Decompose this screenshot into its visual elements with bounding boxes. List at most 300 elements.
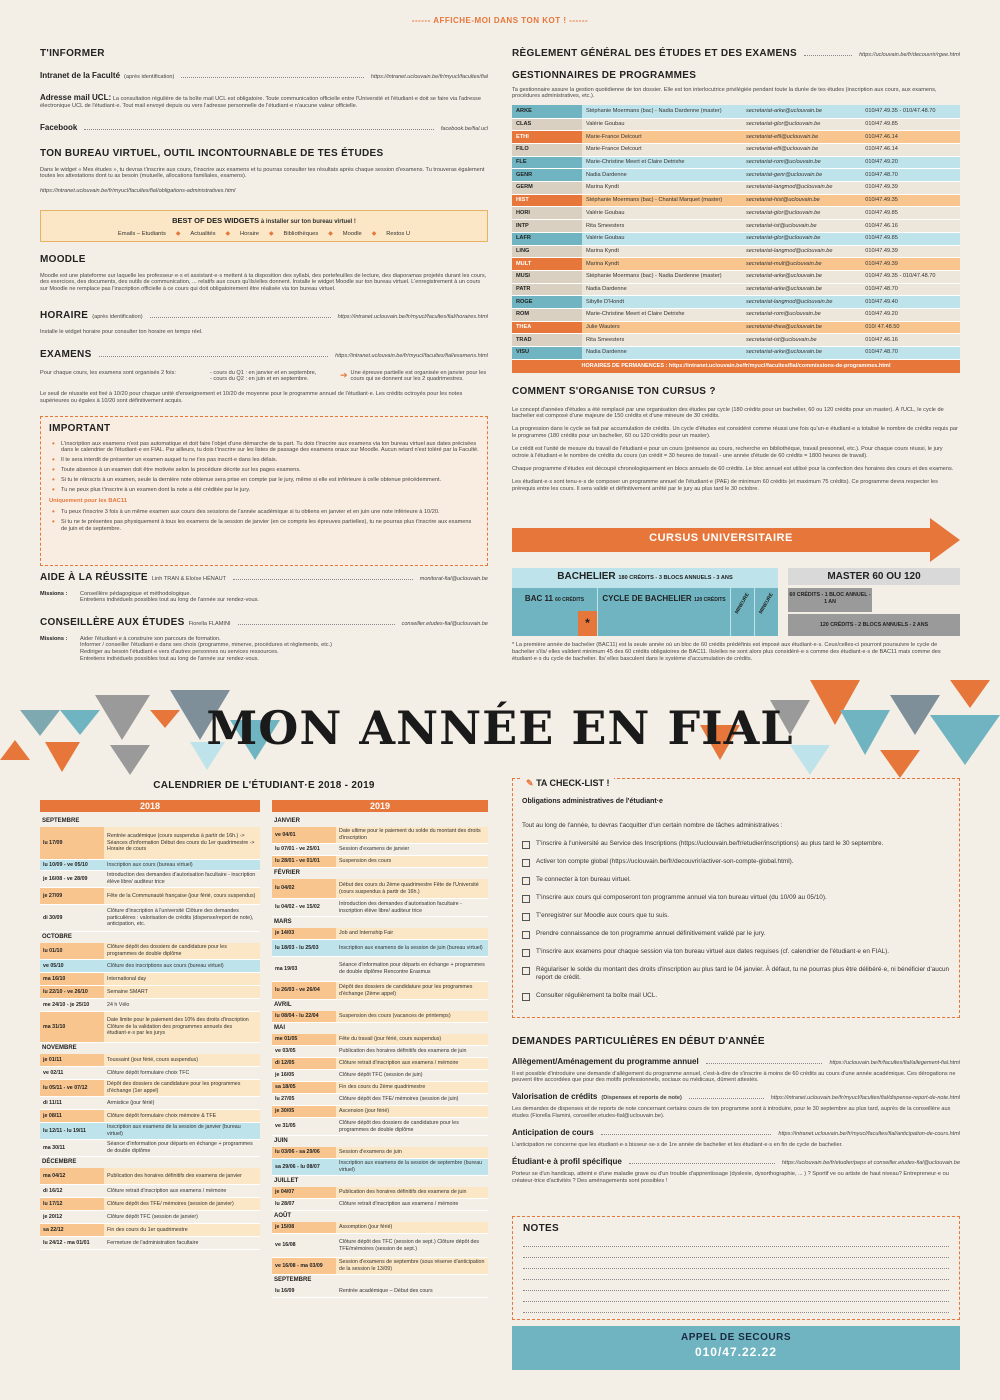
bureau-section bbox=[40, 148, 488, 195]
gestionnaires-text: Ta gestionnaire assure la gestion quotidienne de ton dossier. Elle est ton interlocutrice privilégiée pendant toute la durée de tes études (inscription aux cours, aux examens, procédures administratives, etc.). bbox=[512, 86, 937, 100]
manager-name: Marina Kyndt bbox=[582, 182, 742, 195]
calendar-date: me 24/10 - je 25/10 bbox=[40, 999, 104, 1011]
calendar-event: Publication des horaires définitifs des examens de juin bbox=[336, 1046, 488, 1057]
demande-item bbox=[512, 1157, 960, 1185]
calendar-date: lu 01/10 bbox=[40, 943, 104, 959]
calendar-row bbox=[272, 1222, 488, 1234]
calendar-month: AOÛT bbox=[274, 1213, 291, 1219]
manager-email[interactable]: secretariat-ist@uclouvain.be bbox=[742, 220, 861, 233]
calendar-date: ve 02/11 bbox=[40, 1067, 104, 1079]
calendar-event: Fin des cours du 2ème quadrimestre bbox=[336, 1082, 488, 1093]
manager-phone: 010/47.49.20 bbox=[861, 308, 960, 321]
manager-name: Nadia Dardenne bbox=[582, 169, 742, 182]
widget-item: Horaire bbox=[240, 230, 260, 237]
calendar-event: Job and Internship Fair bbox=[336, 928, 488, 939]
calendar-row bbox=[40, 1185, 260, 1198]
manager-email[interactable]: secretariat-glor@uclouvain.be bbox=[742, 207, 861, 220]
calendar-row bbox=[40, 1211, 260, 1224]
calendar-event: Fin des cours du 1er quadrimestre bbox=[104, 1224, 260, 1236]
manager-email[interactable]: secretariat-langmod@uclouvain.be bbox=[742, 296, 861, 309]
bac11-item: • Si tu ne te présentes pas physiquement à tous les examens de la session de janvier (en ce compris les épreuves partielles), tu ne pourras plus t'inscrire aux examens de juin et de septembre. bbox=[49, 519, 479, 533]
manager-phone: 010/47.49.85 bbox=[861, 232, 960, 245]
demande-link[interactable]: https://intranet.uclouvain.be/fr/myucl/facultes/fial/anticipation-de-cours.html bbox=[778, 1131, 960, 1138]
checklist-item[interactable]: T'enregistrer sur Moodle aux cours que tu suis. bbox=[522, 912, 952, 920]
checklist-item[interactable]: Prendre connaissance de ton programme annuel définitivement validé par le jury. bbox=[522, 930, 952, 938]
manager-email[interactable]: secretariat-arke@uclouvain.be bbox=[742, 105, 861, 118]
year-2018: 2018 bbox=[40, 800, 260, 812]
secours-title: APPEL DE SECOURS bbox=[680, 1332, 792, 1343]
checklist-item[interactable]: Activer ton compte global (https://uclouvain.be/fr/decouvrir/activer-son-compte-global.html). bbox=[522, 858, 952, 866]
calendar-row bbox=[272, 957, 488, 982]
calendar-date: je 04/07 bbox=[272, 1187, 336, 1198]
calendar-date: je 27/09 bbox=[40, 888, 104, 904]
manager-name: Marie-France Delcourt bbox=[582, 144, 742, 157]
calendar-date: lu 27/05 bbox=[272, 1094, 336, 1105]
calendar-month: JUIN bbox=[274, 1138, 288, 1144]
calendar-month: MARS bbox=[274, 919, 292, 925]
program-code: GERM bbox=[512, 182, 582, 195]
banner-title: MON ANNÉE EN FIAL bbox=[206, 701, 794, 755]
manager-phone: 010/47.49.85 bbox=[861, 118, 960, 131]
manager-email[interactable]: secretariat-efil@uclouvain.be bbox=[742, 144, 861, 157]
calendar-event: Fermeture de l'administration facultaire bbox=[104, 1237, 260, 1249]
calendar-date: lu 17/12 bbox=[40, 1198, 104, 1210]
manager-name: Valérie Goubau bbox=[582, 207, 742, 220]
calendar-row bbox=[272, 1046, 488, 1058]
demande-label: Étudiant·e à profil spécifique bbox=[512, 1157, 622, 1167]
widget-item: Emails – Etudiants bbox=[117, 230, 166, 237]
notes-box bbox=[512, 1216, 960, 1320]
calendar-month: MAI bbox=[274, 1025, 285, 1031]
calendar-date: ve 31/05 bbox=[272, 1118, 336, 1135]
calendar-event: Semaine SMART bbox=[104, 986, 260, 998]
master-120: 120 CRÉDITS - 2 BLOCS ANNUELS - 2 ANS bbox=[788, 614, 960, 636]
manager-phone: 010/47.49.39 bbox=[861, 245, 960, 258]
cursus-section: COMMENT S'ORGANISE TON CURSUS ? Le concept d'années d'études a été remplacé par une organisation des études par cycle (180 crédits pour un bachelier, 60 ou 120 crédits pour un master). À l'UCL, le cycle de bachelier est composé d'une majeure de 150 crédits et d'une mineure de 30 crédits. La progression dans le cycle se fait par accumulation de crédits. Un cycle d'études est considéré comme réussi une fois qu'un·e étudiant·e a totalisé le nombre de crédits requis par le programme (180 crédits pour un bachelier, 60 ou 120 crédits pour un master). Le crédit est l'unité de mesure du travail de l'étudiant·e pour un cours (présence au cours, recherche en bibliothèque, travail presonnel, etc.). Pour chaque cours réussi, le jury octroie à l'étudiant·e le nombre de crédits du cours (un crédit = 30 heures de travail - une année d'étude de 60 crédits = 1800 heures de travail). Chaque programme d'études est découpé chronologiquement en blocs annuels de 60 crédits. Le bloc annuel est utilisé pour la confection des horaires des cours et des examens. Les étudiant·e·s sont tenu·e·s de composer un programme annuel de l'étudiant·e (PAE) de minimum 60 crédits (et maximum 75 crédits). Ce programme devra respecter les prérequis entre les cours. Il sera validé et définitivement arrêté par le jury au plus tard le 30 octobre. bbox=[512, 386, 960, 493]
gestionnaire-row bbox=[512, 308, 960, 321]
demandes-title: DEMANDES PARTICULIÈRES EN DÉBUT D'ANNÉE bbox=[512, 1036, 765, 1047]
calendar-event: Clôture dépôt formulaire choix mémoire & TFE bbox=[104, 1110, 260, 1122]
calendar-event: Clôture dépôt des TFE/ mémoires (session de janvier) bbox=[104, 1198, 260, 1210]
moodle-text: Moodle est une plateforme sur laquelle les professeur·e·s et assistant·e·s mettent à ta disposition des syllabi, des portefeuilles de lecture, des diaporamas projetés durant les cours, des exercices, des documents, des outils de communication, ... relatifs aux cours qu'ils/elles donnent. Installe le widget Moodle sur ton bureau virtuel. L'enregistrement à un cours sur Moodle ne remplace pas l'inscription officielle à ce cours qui doit obligatoirement être réalisée via ton bureau virtuel. bbox=[40, 272, 487, 293]
program-code: CLAS bbox=[512, 118, 582, 131]
calendar-event: Inscription aux examens de la session de juin (bureau virtuel) bbox=[336, 940, 488, 956]
widget-item: Actualités bbox=[190, 230, 216, 237]
calendar-row bbox=[40, 1140, 260, 1157]
gestionnaires-title: GESTIONNAIRES DE PROGRAMMES bbox=[512, 70, 697, 81]
calendar-event: Publication des horaires définitifs des examens de janvier bbox=[104, 1168, 260, 1184]
calendar-date: je 01/11 bbox=[40, 1054, 104, 1066]
calendar-date: me 01/05 bbox=[272, 1034, 336, 1045]
program-code: LING bbox=[512, 245, 582, 258]
secours-box bbox=[512, 1326, 960, 1370]
calendar-row bbox=[40, 827, 260, 860]
calendar-month: NOVEMBRE bbox=[42, 1045, 77, 1051]
checklist-item[interactable]: Te connecter à ton bureau virtuel. bbox=[522, 876, 952, 884]
gestionnaire-row bbox=[512, 131, 960, 144]
manager-name: Nadia Dardenne bbox=[582, 283, 742, 296]
calendar-event: Clôture retrait d'inscription aux examens / mémoire bbox=[336, 1058, 488, 1069]
calendar-event: Fête du travail (jour férié, cours suspendus) bbox=[336, 1034, 488, 1045]
manager-email[interactable]: secretariat-arke@uclouvain.be bbox=[742, 270, 861, 283]
calendar-row bbox=[40, 1067, 260, 1080]
reglement-link[interactable]: https://uclouvain.be/fr/decouvrir/rgee.html bbox=[859, 52, 960, 58]
calendar-row bbox=[272, 1258, 488, 1275]
secours-phone[interactable]: 010/47.22.22 bbox=[694, 1344, 778, 1359]
manager-email[interactable]: secretariat-mult@uclouvain.be bbox=[742, 258, 861, 271]
gestionnaire-row bbox=[512, 169, 960, 182]
manager-email[interactable]: secretariat-rom@uclouvain.be bbox=[742, 308, 861, 321]
aide-title: AIDE À LA RÉUSSITE bbox=[40, 572, 148, 583]
manager-name: Nadia Dardenne bbox=[582, 347, 742, 360]
gestionnaire-row bbox=[512, 258, 960, 271]
bureau-title: TON BUREAU VIRTUEL, OUTIL INCONTOURNABLE DE TES ÉTUDES bbox=[40, 148, 384, 159]
calendar-date: je 20/12 bbox=[40, 1211, 104, 1223]
cursus-title: COMMENT S'ORGANISE TON CURSUS ? bbox=[512, 386, 716, 397]
manager-email[interactable]: secretariat-ist@uclouvain.be bbox=[742, 334, 861, 347]
manager-name: Marie-Christine Meert et Claire Detrixhe bbox=[582, 308, 742, 321]
calendar-row bbox=[272, 1034, 488, 1046]
calendar-event: Clôture d'inscription à l'université Clôture des demandes particulières : valorisation de crédits (dispense/report de note), anticipation, etc. bbox=[104, 905, 260, 931]
important-item: • Toute absence à un examen doit être motivée selon la procédure décrite sur les pages examens. bbox=[49, 467, 479, 474]
bureau-link[interactable]: https://intranet.uclouvain.be/fr/myucl/facultes/fial/obligations-administratives.html bbox=[40, 188, 236, 195]
intranet-link[interactable]: https://intranet.uclouvain.be/fr/myucl/facultes/fial bbox=[370, 73, 488, 80]
manager-email[interactable]: secretariat-hist@uclouvain.be bbox=[742, 194, 861, 207]
widgets-list: Emails – Etudiants ◆ Actualités ◆ Horaire ◆ Bibliothèques ◆ Moodle ◆ Restos U bbox=[117, 230, 411, 237]
calendar-event: Dépôt des dossiers de candidature pour les programmes d'échange (2ème appel) bbox=[336, 982, 488, 999]
manager-phone: 010/ 47.48.50 bbox=[861, 321, 960, 334]
gestionnaire-row bbox=[512, 245, 960, 258]
calendar-row bbox=[272, 827, 488, 844]
manager-phone: 010/47.49.20 bbox=[861, 156, 960, 169]
examens-link[interactable]: https://intranet.uclouvain.be/fr/myucl/facultes/fial/examens.html bbox=[335, 353, 488, 359]
demande-link[interactable]: https://uclouvain.be/fr/facultes/fial/allegement-fial.html bbox=[829, 1059, 960, 1066]
calendar-row bbox=[272, 1094, 488, 1106]
program-code: INTP bbox=[512, 220, 582, 233]
manager-email[interactable]: secretariat-genr@uclouvain.be bbox=[742, 169, 861, 182]
examens-seuil: Le seuil de réussite est fixé à 10/20 pour chaque unité d'enseignement et 10/20 de moyenne pour le programme annuel de l'étudiant·e. Les crédits octroyés pour les notes supérieures ou égales à 10/20 sont définitivement acquis. bbox=[40, 391, 463, 405]
manager-email[interactable]: secretariat-glor@uclouvain.be bbox=[742, 118, 861, 131]
program-code: HORI bbox=[512, 207, 582, 220]
calendar-row bbox=[272, 982, 488, 1000]
gestionnaire-row bbox=[512, 296, 960, 309]
manager-phone: 010/47.49.39 bbox=[861, 182, 960, 195]
widget-item: Restos U bbox=[386, 230, 411, 237]
calendar-row bbox=[272, 1286, 488, 1298]
horaire-text: Installe le widget horaire pour consulter ton horaire en temps réel. bbox=[40, 328, 203, 335]
bac11-title: Uniquement pour les BAC11 bbox=[49, 498, 127, 505]
demandes-section bbox=[512, 1036, 960, 1193]
facebook-link[interactable]: facebook.be/fial.ucl bbox=[440, 125, 488, 132]
mail-text: La consultation régulière de ta boîte mail UCL est obligatoire. Toute communication officielle entre l'Université et l'étudiant·e doit se faire via l'adresse électronique UCL de l'étudiant·e. Tout mail envoyé depuis ou vers l'adresse personnelle de l'étudiant·e n'aucune valeur officielle. bbox=[40, 95, 481, 109]
calendar-date: ma 31/10 bbox=[40, 1012, 104, 1042]
calendar-date: lu 16/09 bbox=[272, 1286, 336, 1297]
calendar-event: Séance d'information pour départs en échange + programmes de double diplôme Rencontre Erasmus bbox=[336, 957, 488, 981]
program-code: PATR bbox=[512, 283, 582, 296]
conseil-section: CONSEILLÈRE AUX ÉTUDES Fiorella FLAMINI conseiller.etudes-fial@uclouvain.be Missions : Aider l'étudiant·e à construire son parcours de formation. Informer / conseiller l'étudiant·e dans ses choix (programme, minerve, procédures et règlements, etc.) Rediriger au besoin l'étudiant·e vers d'autres personnes ou services ressources. Entretiens individuels possibles tout au long de l'année sur rendez-vous. bbox=[40, 617, 488, 663]
manager-name: Stéphanie Moermans (bac) - Nadia Dardenne (master) bbox=[582, 270, 742, 283]
manager-email[interactable]: secretariat-glor@uclouvain.be bbox=[742, 232, 861, 245]
calendar-event: Début des cours du 2ème quadrimestre Fête de l'Université (cours suspendus à partir de 16h.) bbox=[336, 879, 488, 898]
calendar-date: lu 08/04 - lu 22/04 bbox=[272, 1011, 336, 1022]
manager-name: Valérie Goubau bbox=[582, 118, 742, 131]
calendar-date: lu 10/09 - ve 05/10 bbox=[40, 860, 104, 870]
gestionnaire-row bbox=[512, 270, 960, 283]
manager-name: Julie Wauters bbox=[582, 321, 742, 334]
calendar-event: Clôture des inscriptions aux cours (bureau virtuel) bbox=[104, 960, 260, 972]
manager-name: Valérie Goubau bbox=[582, 232, 742, 245]
widget-item: Moodle bbox=[342, 230, 362, 237]
calendar-row bbox=[40, 1012, 260, 1043]
calendar-event: Suspension des cours bbox=[336, 856, 488, 867]
calendar-date: sa 29/06 - lu 08/07 bbox=[272, 1159, 336, 1175]
calendar-date: je 08/11 bbox=[40, 1110, 104, 1122]
horaire-title: HORAIRE bbox=[40, 310, 89, 321]
calendar-event: Session d'examens de septembre (sous réserve d'anticipation de la session le 13/09) bbox=[336, 1258, 488, 1274]
manager-email[interactable]: secretariat-langmod@uclouvain.be bbox=[742, 182, 861, 195]
manager-phone: 010/47.48.70 bbox=[861, 283, 960, 296]
aide-email[interactable]: monitorat-fial@uclouvain.be bbox=[419, 576, 488, 582]
calendar-date: ma 04/12 bbox=[40, 1168, 104, 1184]
calendar-date: ma 30/11 bbox=[40, 1140, 104, 1156]
manager-phone: 010/47.48.70 bbox=[861, 347, 960, 360]
calendar-date: ve 05/10 bbox=[40, 960, 104, 972]
widgets-box: BEST OF DES WIDGETS à installer sur ton bureau virtuel ! Emails – Etudiants ◆ Actualités ◆ Horaire ◆ Bibliothèques ◆ Moodle ◆ Restos U bbox=[40, 210, 488, 242]
program-code: THEA bbox=[512, 321, 582, 334]
demande-label: Allègement/Aménagement du programme annuel bbox=[512, 1056, 699, 1066]
gestionnaire-row bbox=[512, 144, 960, 157]
manager-email[interactable]: secretariat-arke@uclouvain.be bbox=[742, 283, 861, 296]
calendar-row bbox=[272, 1011, 488, 1023]
calendar-date: ma 16/10 bbox=[40, 973, 104, 985]
calendar-row bbox=[40, 1110, 260, 1123]
widget-item: Bibliothèques bbox=[283, 230, 319, 237]
calendar-row bbox=[40, 1224, 260, 1237]
calendar-event: Introduction des demandes d'autorisation facultaire - inscription élève libre/ auditeur trice bbox=[336, 899, 488, 916]
calendar-row bbox=[272, 1082, 488, 1094]
calendar-date: lu 24/12 - ma 01/01 bbox=[40, 1237, 104, 1249]
calendar-row bbox=[40, 973, 260, 986]
calendar-event: Assomption (jour férié) bbox=[336, 1222, 488, 1233]
demande-text: Il est possible d'introduire une demande d'allègement du programme annuel, c'est-à-dire de s'inscrire à moins de 60 crédits au cours d'une année académique. Ces dérogations ne peuvent être accordées que pour des motifs professionnels, sociaux ou médicaux, dûment attestés. bbox=[512, 1070, 956, 1084]
demande-text: Porteur se d'un handicap, atteint e d'une maladie grave ou d'un trouble d'apprentissage (dyslexie, dysorthographie, ... ) ? Sportif ve ou artiste de haut niveau? Entrepreneur·e ou créateur·trice d'activités ? Des aménagements sont possibles ! bbox=[512, 1171, 949, 1185]
gestionnaire-row bbox=[512, 283, 960, 296]
reglement-section bbox=[512, 48, 960, 61]
program-code: FILO bbox=[512, 144, 582, 157]
calendar-event: Clôture retrait d'inscription aux examens / mémoire bbox=[336, 1199, 488, 1210]
calendar-event: Séance d'information pour départs en échange + programmes de double diplôme bbox=[104, 1140, 260, 1156]
calendar-row bbox=[272, 1106, 488, 1118]
calendar-date: lu 03/06 - sa 29/06 bbox=[272, 1147, 336, 1158]
manager-email[interactable]: secretariat-arke@uclouvain.be bbox=[742, 347, 861, 360]
important-box bbox=[40, 416, 488, 566]
calendar-row bbox=[272, 1070, 488, 1082]
examens-section: EXAMENS https://intranet.uclouvain.be/fr/myucl/facultes/fial/examens.html Pour chaque cours, les examens sont organisés 2 fois: - cours du Q1 : en janvier et en septembre, - cours du Q2 : en juin et en septembre. ➔ Une épreuve partielle est organisée en janvier pour les cours qui se donnent sur les 2 quadrimestres. Le seuil de réussite est fixé à 10/20 pour chaque unité d'enseignement et 10/20 de moyenne pour le programme annuel de l'étudiant·e. Les crédits octroyés pour les notes supérieures ou égales à 10/20 sont définitivement acquis. bbox=[40, 349, 488, 405]
calendar-title: CALENDRIER DE L'ÉTUDIANT·E 2018 - 2019 bbox=[153, 780, 375, 791]
manager-phone: 010/47.49.39 bbox=[861, 258, 960, 271]
gestionnaire-row bbox=[512, 321, 960, 334]
calendar-date: ve 16/08 - ma 03/09 bbox=[272, 1258, 336, 1274]
calendar-row bbox=[40, 999, 260, 1012]
calendar-row bbox=[272, 1199, 488, 1211]
important-item: • L'inscription aux examens n'est pas automatique et doit faire l'objet d'une démarche de ta part. Tu dois t'inscrire aux examens via ton bureau virtuel aux dates précisées dans le calendrier de l'étudiant·e en FIAL. Par ailleurs, tu dois t'inscrire sur les listes de passage des examens oraux sur Moodle. Aucun retard n'est toléré par la Faculté. bbox=[49, 441, 479, 455]
calendar-row bbox=[40, 1080, 260, 1097]
calendar-row bbox=[40, 871, 260, 888]
manager-phone: 010/47.46.14 bbox=[861, 144, 960, 157]
calendar-event: International day bbox=[104, 973, 260, 985]
program-code: HIST bbox=[512, 194, 582, 207]
calendar-date: lu 05/11 - ve 07/12 bbox=[40, 1080, 104, 1096]
checklist-item[interactable]: Consulter régulièrement ta boîte mail UCL. bbox=[522, 992, 952, 1000]
calendar-month: DÉCEMBRE bbox=[42, 1159, 77, 1165]
checklist-sub: Obligations administratives de l'étudiant·e bbox=[522, 798, 663, 805]
manager-phone: 010/47.46.16 bbox=[861, 220, 960, 233]
important-item: • Il te sera interdit de présenter un examen auquel tu ne t'es pas inscrit·e dans les délais. bbox=[49, 457, 479, 464]
gestionnaire-row bbox=[512, 194, 960, 207]
widgets-title: BEST OF DES WIDGETS bbox=[172, 216, 260, 225]
program-code: TRAD bbox=[512, 334, 582, 347]
calendar-date: je 16/05 bbox=[272, 1070, 336, 1081]
calendar-row bbox=[40, 1123, 260, 1140]
calendar-row bbox=[272, 1058, 488, 1070]
calendar-row bbox=[40, 943, 260, 960]
informer-title: T'INFORMER bbox=[40, 48, 105, 59]
program-code: ROGE bbox=[512, 296, 582, 309]
calendar-month: AVRIL bbox=[274, 1002, 292, 1008]
checklist-intro: Tout au long de l'année, tu devras t'acquitter d'un certain nombre de tâches administratives : bbox=[522, 822, 783, 829]
program-code: ROM bbox=[512, 308, 582, 321]
gestionnaire-row bbox=[512, 118, 960, 131]
horaire-link[interactable]: https://intranet.uclouvain.be/fr/myucl/facultes/fial/horaires.html bbox=[337, 314, 488, 320]
calendar-row bbox=[40, 960, 260, 973]
checklist-item[interactable]: T'inscrire aux examens pour chaque session via ton bureau virtuel aux dates requises (cf. calendrier de l'étudiant·e en FIAL). bbox=[522, 948, 952, 956]
gestionnaire-row bbox=[512, 182, 960, 195]
bureau-text: Dans le widget « Mes études », tu devras t'inscrire aux cours, t'inscrire aux examens et tu pourras consulter tes résultats après chaque session d'examens. Tu trouveras également toutes les attestations dont tu as besoin (mutuelle, allocations familiales, examens). bbox=[40, 166, 485, 180]
calendar-event: Clôture dépôt des dossiers de candidature pour les programmes de double diplôme bbox=[104, 943, 260, 959]
demande-text: Les demandes de dispenses et de reports de note concernant certains cours de ton programme sont à introduire, pour le 30 septembre au plus tard, auprès de la conseillère aux études (Fiorella Flamini, conseiller.etudes-fial@uclouvain.be). bbox=[512, 1106, 951, 1120]
manager-name: Marina Kyndt bbox=[582, 258, 742, 271]
mineure-star: * bbox=[578, 611, 597, 636]
program-code: ETHI bbox=[512, 131, 582, 144]
manager-phone: 010/47.49.40 bbox=[861, 296, 960, 309]
important-title: IMPORTANT bbox=[49, 423, 111, 434]
calendar-row bbox=[40, 986, 260, 999]
calendar-row bbox=[272, 1187, 488, 1199]
manager-phone: 010/47.46.16 bbox=[861, 334, 960, 347]
horaire-section: HORAIRE (après identification) https://intranet.uclouvain.be/fr/myucl/facultes/fial/horaires.html Installe le widget horaire pour consulter ton horaire en temps réel. bbox=[40, 310, 488, 335]
manager-phone: 010/47.49.35 bbox=[861, 194, 960, 207]
calendar-event: Clôture dépôt TFC (session de juin) bbox=[336, 1070, 488, 1081]
calendar-2018 bbox=[40, 816, 260, 1250]
mineure-label: MINEURE bbox=[758, 592, 775, 615]
aide-section: AIDE À LA RÉUSSITE Linh TRAN & Eloïse HÉNAUT monitorat-fial@uclouvain.be Missions : Conseillère pédagogique et méthodologique. Entretiens individuels possibles tout au long de l'année sur rendez-vous. bbox=[40, 572, 488, 604]
demande-item bbox=[512, 1057, 960, 1085]
calendar-row bbox=[272, 899, 488, 917]
facebook-label: Facebook bbox=[40, 122, 78, 132]
calendar-row bbox=[40, 1237, 260, 1250]
important-item: • Tu ne peux plus t'inscrire à un examen dont la note a été créditée par le jury. bbox=[49, 487, 479, 494]
permanences-link[interactable]: HORAIRES DE PERMANENCES : https://intranet.uclouvain.be/fr/myucl/facultes/fial/commissions-de-programmes.html bbox=[512, 360, 960, 373]
calendar-date: di 11/11 bbox=[40, 1097, 104, 1109]
demande-link[interactable]: https://intranet.uclouvain.be/fr/myucl/facultes/fial/dispense-report-de-note.html bbox=[770, 1095, 960, 1102]
mineure-label: MINEURE bbox=[734, 592, 751, 615]
calendar-date: sa 18/05 bbox=[272, 1082, 336, 1093]
calendar-event: Dépôt des dossiers de candidature pour les programmes d'échange (1er appel) bbox=[104, 1080, 260, 1096]
gestionnaire-row bbox=[512, 156, 960, 169]
calendar-date: je 16/08 - ve 28/09 bbox=[40, 871, 104, 887]
manager-phone: 010/47.49.35 - 010/47.48.70 bbox=[861, 105, 960, 118]
manager-phone: 010/47.49.85 bbox=[861, 207, 960, 220]
calendar-row bbox=[40, 860, 260, 871]
master-title: MASTER 60 OU 120 bbox=[788, 568, 960, 585]
calendar-event: Clôture dépôt TFC (session de janvier) bbox=[104, 1211, 260, 1223]
gestionnaire-row bbox=[512, 347, 960, 360]
manager-phone: 010/47.49.35 - 010/47.48.70 bbox=[861, 270, 960, 283]
gestionnaire-row bbox=[512, 334, 960, 347]
demande-item bbox=[512, 1128, 960, 1149]
intranet-label: Intranet de la Faculté bbox=[40, 70, 121, 80]
program-code: VISU bbox=[512, 347, 582, 360]
calendar-event: Clôture dépôt des TFE/ mémoires (session de juin) bbox=[336, 1094, 488, 1105]
calendar-month: FÉVRIER bbox=[274, 870, 301, 876]
demande-link[interactable]: https://uclouvain.be/fr/etudier/peps et conseiller.etudes-fial@uclouvain.be bbox=[781, 1160, 960, 1167]
manager-name: Stéphanie Moermans (bac) - Chantal Marquet (master) bbox=[582, 194, 742, 207]
manager-email[interactable]: secretariat-langmod@uclouvain.be bbox=[742, 245, 861, 258]
calendar-event: Suspension des cours (vacances de printemps) bbox=[336, 1011, 488, 1022]
poster-header: ------ AFFICHE-MOI DANS TON KOT ! ------ bbox=[411, 16, 589, 25]
manager-email[interactable]: secretariat-thea@uclouvain.be bbox=[742, 321, 861, 334]
checklist-item[interactable]: Régulariser le solde du montant des droits d'inscription au plus tard le 04 janvier. À défaut, tu ne pourras plus être délibéré·e, ni bénéficier d'aucun report de crédit. bbox=[522, 966, 952, 982]
checklist-items bbox=[522, 840, 952, 1010]
calendar-row bbox=[272, 879, 488, 899]
calendar-event: Introduction des demandes d'autorisation facultaire - inscription élève libre/ auditeur trice bbox=[104, 871, 260, 887]
calendar-row bbox=[40, 1097, 260, 1110]
gestionnaire-row bbox=[512, 105, 960, 118]
master-60: 60 CRÉDITS - 1 BLOC ANNUEL - 1 AN bbox=[788, 588, 872, 612]
calendar-event: Inscription aux cours (bureau virtuel) bbox=[104, 860, 260, 870]
calendar-event: Clôture dépôt formulaire choix TFC bbox=[104, 1067, 260, 1079]
cursus-banner: CURSUS UNIVERSITAIRE bbox=[649, 532, 793, 544]
calendar-date: lu 17/09 bbox=[40, 827, 104, 859]
calendar-event: Rentrée académique (cours suspendus à partir de 16h.) -> Séances d'information Début des cours du 1er quadrimestre -> Horaire de cours bbox=[104, 827, 260, 859]
calendar-event: Clôture retrait d'inscription aux examens / mémoire bbox=[104, 1185, 260, 1197]
checklist-item[interactable]: T'inscrire à l'université au Service des Inscriptions (https://uclouvain.be/fr/etudier/inscriptions) au plus tard le 30 septembre. bbox=[522, 840, 952, 848]
manager-phone: 010/47.46.14 bbox=[861, 131, 960, 144]
calendar-date: lu 22/10 - ve 26/10 bbox=[40, 986, 104, 998]
demande-label: Valorisation de crédits bbox=[512, 1092, 598, 1102]
calendar-event: Clôture dépôt des TFC (session de sept.) Clôture dépôt des TFE/mémoires (session de sept.) bbox=[336, 1234, 488, 1257]
calendar-row bbox=[272, 856, 488, 868]
manager-email[interactable]: secretariat-efil@uclouvain.be bbox=[742, 131, 861, 144]
calendar-date: lu 07/01 - ve 25/01 bbox=[272, 844, 336, 855]
calendar-date: ve 04/01 bbox=[272, 827, 336, 843]
conseil-email[interactable]: conseiller.etudes-fial@uclouvain.be bbox=[401, 621, 488, 627]
calendar-month: SEPTEMBRE bbox=[274, 1277, 312, 1283]
calendar-date: je 15/08 bbox=[272, 1222, 336, 1233]
calendar-event: Rentrée académique – Début des cours bbox=[336, 1286, 488, 1297]
calendar-date: je 14/03 bbox=[272, 928, 336, 939]
calendar-row bbox=[40, 905, 260, 932]
calendar-row bbox=[272, 1234, 488, 1258]
manager-email[interactable]: secretariat-rom@uclouvain.be bbox=[742, 156, 861, 169]
manager-name: Stéphanie Moermans (bac) - Nadia Dardenne (master) bbox=[582, 105, 742, 118]
program-code: MULT bbox=[512, 258, 582, 271]
checklist-item[interactable]: T'inscrire aux cours qui composeront ton programme annuel via ton bureau virtuel (du 10/09 au 05/10). bbox=[522, 894, 952, 902]
calendar-date: lu 12/11 - lu 19/11 bbox=[40, 1123, 104, 1139]
calendar-date: lu 28/07 bbox=[272, 1199, 336, 1210]
manager-name: Marie-Christine Meert et Claire Detrixhe bbox=[582, 156, 742, 169]
calendar-date: lu 28/01 - ve 01/01 bbox=[272, 856, 336, 867]
